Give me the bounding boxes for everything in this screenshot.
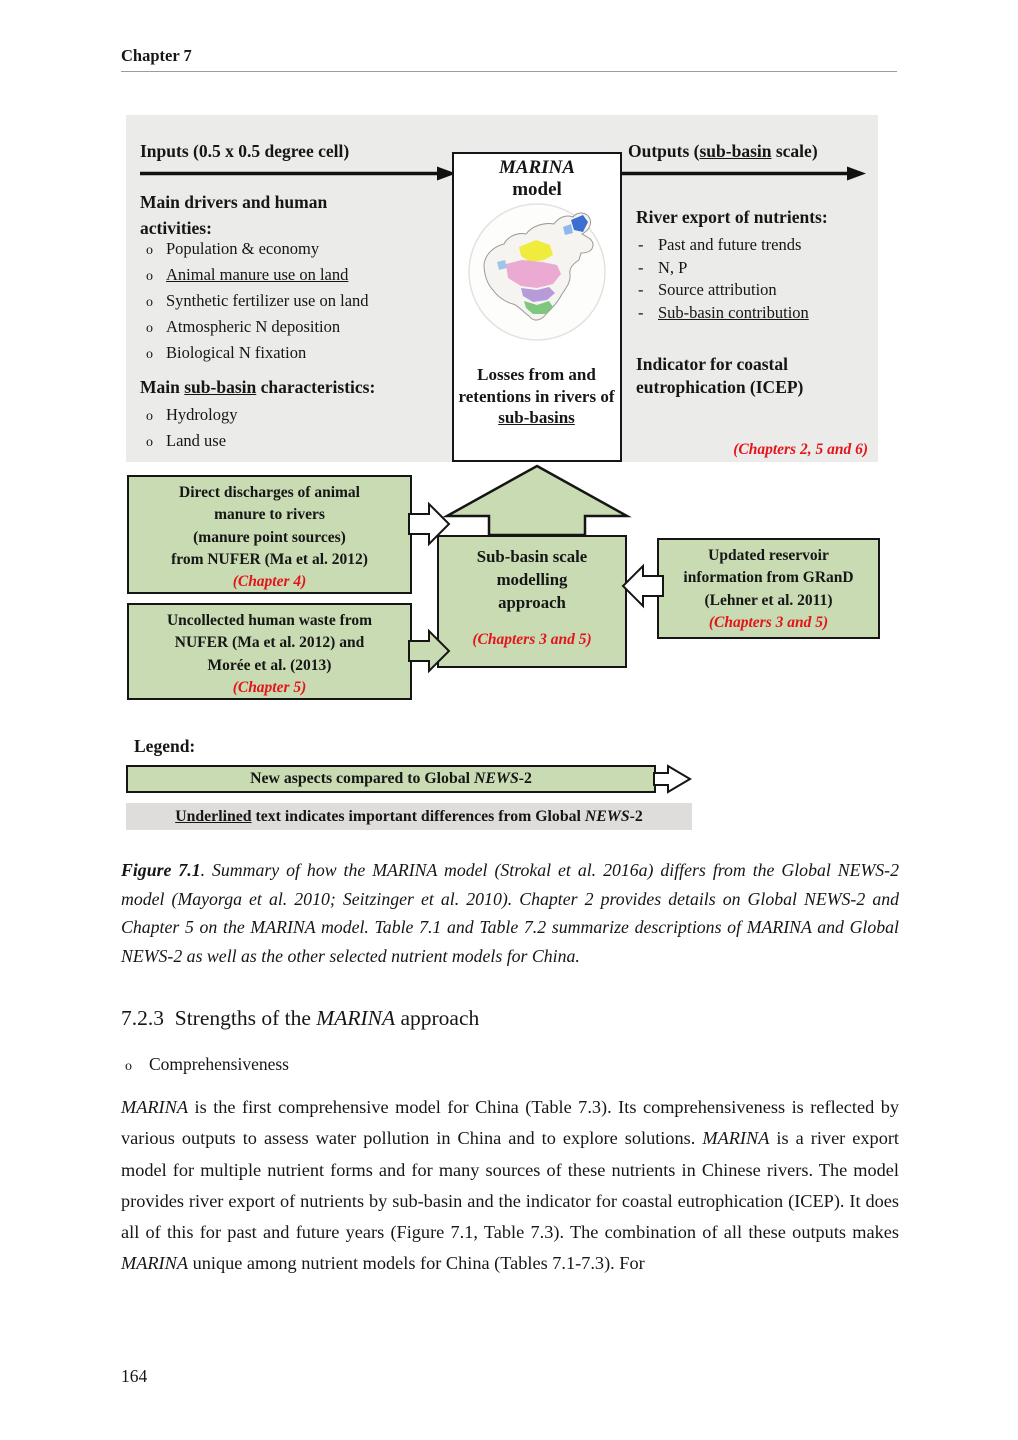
comprehensiveness-label: Comprehensiveness xyxy=(149,1054,289,1074)
box-line: from NUFER (Ma et al. 2012) xyxy=(171,550,368,568)
driver-item xyxy=(140,265,369,291)
box-line: information from GRanD xyxy=(683,569,854,587)
circle-bullet-icon: o xyxy=(146,269,153,284)
driver-item xyxy=(140,239,369,265)
box-line: Uncollected human waste from xyxy=(166,612,373,629)
legend-underline-bar xyxy=(126,803,692,830)
box-line: NUFER (Ma et al. 2012) and xyxy=(174,634,365,652)
chapter-header: Chapter 7 xyxy=(121,46,192,65)
subbasin-heading: Main sub-basin characteristics: xyxy=(140,377,376,397)
box-line: manure to rivers xyxy=(214,506,325,524)
box-line: Morée et al. (2013) xyxy=(207,656,332,674)
circle-bullet-icon: o xyxy=(146,321,153,336)
legend-arrow-icon xyxy=(652,764,692,794)
output-arrow-icon xyxy=(620,165,866,182)
chapter-note: (Chapters 3 and 5) xyxy=(472,631,592,648)
legend-new-aspects-text: New aspects compared to Global NEWS-2 xyxy=(250,770,532,787)
box-line: (manure point sources) xyxy=(193,528,346,546)
export-item-label: N, P xyxy=(658,257,688,277)
reservoir-info-box xyxy=(657,538,880,639)
marina-model-box xyxy=(452,152,622,462)
legend-label: Legend: xyxy=(134,736,196,756)
circle-bullet-icon: o xyxy=(146,243,153,258)
waste-connector-arrow-icon xyxy=(407,627,451,675)
driver-item-label: Biological N fixation xyxy=(166,343,307,362)
chapter-note: (Chapters 3 and 5) xyxy=(708,613,829,631)
box-line: approach xyxy=(498,593,566,612)
subbasin-item-label: Land use xyxy=(166,431,227,450)
export-item xyxy=(636,258,809,281)
manure-point-sources-box xyxy=(127,475,412,594)
driver-list xyxy=(140,239,369,369)
export-item xyxy=(636,280,809,303)
box-line: (Lehner et al. 2011) xyxy=(704,591,833,609)
subbasin-item xyxy=(140,431,238,457)
legend-underline-text: Underlined text indicates important differences from Global NEWS-2 xyxy=(175,807,643,825)
drivers-heading-line: Main drivers and human xyxy=(140,192,328,212)
marina-title-model: model xyxy=(512,179,562,200)
china-map-graphic xyxy=(462,202,612,344)
subbasin-item xyxy=(140,405,238,431)
chapter-note: (Chapter 4) xyxy=(232,573,307,591)
chapters-note: (Chapters 2, 5 and 6) xyxy=(733,441,868,458)
icep-label xyxy=(636,353,803,398)
driver-item-label: Atmospheric N deposition xyxy=(166,317,341,336)
export-item xyxy=(636,235,809,258)
dash-bullet-icon: - xyxy=(638,302,644,322)
input-arrow-icon xyxy=(140,165,456,182)
dash-bullet-icon: - xyxy=(638,280,644,299)
driver-item xyxy=(140,343,369,369)
comprehensiveness-bullet-item xyxy=(121,1054,289,1075)
circle-bullet-icon: o xyxy=(146,409,153,424)
river-export-heading: River export of nutrients: xyxy=(636,207,828,227)
page-number: 164 xyxy=(121,1366,148,1386)
circle-bullet-icon: o xyxy=(146,295,153,310)
subbasin-item-label: Hydrology xyxy=(166,405,238,424)
driver-item-label: Animal manure use on land xyxy=(166,265,349,284)
losses-text: Losses from and retentions in rivers of sub-basins xyxy=(458,365,615,427)
driver-item-label: Synthetic fertilizer use on land xyxy=(166,291,369,310)
icep-line: eutrophication (ICEP) xyxy=(636,376,804,397)
export-list xyxy=(636,235,809,325)
figure-caption: Figure 7.1. Summary of how the MARINA model (Strokal et al. 2016a) differs from the Global NEWS-2 model (Mayorga et al. 2010; Seitzinger et al. 2010). Chapter 2 provides details on Global NEWS-2 and Chapter 5 on the MARINA model. Table 7.1 and Table 7.2 summarize descriptions of MARINA and Global NEWS-2 as well as the other selected nutrient models for China. xyxy=(121,860,899,966)
body-paragraph: MARINA is the first comprehensive model for China (Table 7.3). Its comprehensiveness is reflected by various outputs to assess water pollution in China and to explore solutions. MARINA is a river export model for multiple nutrient forms and for many sources of these nutrients in Chinese rivers. The model provides river export of nutrients by sub-basin and the indicator for coastal eutrophication (ICEP). It does all of this for past and future years (Figure 7.1, Table 7.3). The combination of all these outputs makes MARINA unique among nutrient models for China (Tables 7.1-7.3). For xyxy=(121,1097,900,1274)
subbasin-approach-box xyxy=(437,535,627,668)
human-waste-box xyxy=(127,603,412,700)
marina-title: MARINA xyxy=(498,157,576,178)
box-line: modelling xyxy=(496,570,568,589)
driver-item xyxy=(140,291,369,317)
reservoir-connector-arrow-icon xyxy=(621,562,665,610)
header-rule xyxy=(121,71,897,72)
legend-new-aspects-bar xyxy=(126,765,656,793)
drivers-heading xyxy=(140,189,327,241)
inputs-label: Inputs (0.5 x 0.5 degree cell) xyxy=(140,141,350,161)
dash-bullet-icon: - xyxy=(638,257,644,277)
driver-item xyxy=(140,317,369,343)
up-arrow-icon xyxy=(437,464,637,537)
circle-bullet-icon: o xyxy=(146,435,153,450)
export-item-label: Past and future trends xyxy=(658,235,802,254)
export-item xyxy=(636,303,809,326)
box-line: Updated reservoir xyxy=(708,547,829,564)
box-line: Direct discharges of animal xyxy=(179,484,360,501)
circle-bullet-icon: o xyxy=(146,347,153,362)
subbasin-list xyxy=(140,405,238,457)
drivers-heading-line: activities: xyxy=(140,218,212,238)
box-line: Sub-basin scale xyxy=(476,547,588,566)
export-item-label: Sub-basin contribution xyxy=(658,302,809,322)
icep-line: Indicator for coastal xyxy=(636,354,788,374)
manure-connector-arrow-icon xyxy=(407,500,451,548)
driver-item-label: Population & economy xyxy=(166,239,320,258)
circle-bullet-icon: o xyxy=(125,1059,132,1074)
section-heading: 7.2.3 Strengths of the MARINA approach xyxy=(121,1006,480,1030)
export-item-label: Source attribution xyxy=(658,280,777,299)
dash-bullet-icon: - xyxy=(638,235,644,254)
figure-panel xyxy=(126,115,878,462)
outputs-label: Outputs (sub-basin scale) xyxy=(628,141,818,161)
chapter-note: (Chapter 5) xyxy=(232,678,307,696)
